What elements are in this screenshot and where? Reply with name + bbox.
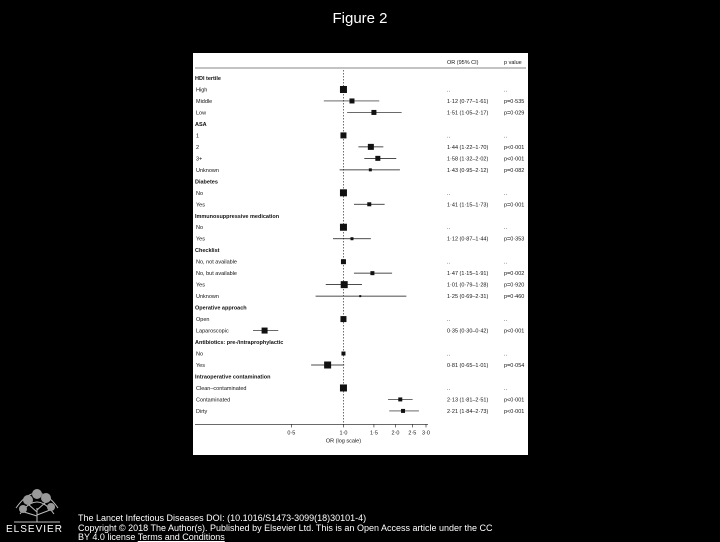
or-value-label: 0·35 (0·30–0·42) bbox=[447, 328, 489, 335]
or-point-marker bbox=[341, 259, 346, 264]
row-label: No, not available bbox=[196, 259, 237, 266]
or-value-label: 1·51 (1·05–2·17) bbox=[447, 110, 489, 117]
p-value-label: p=0·029 bbox=[504, 110, 525, 117]
slide-title: Figure 2 bbox=[332, 10, 388, 27]
row-label: 2 bbox=[196, 144, 200, 151]
or-value-label: .. bbox=[447, 133, 451, 140]
p-value-label: .. bbox=[504, 385, 508, 392]
or-point-marker bbox=[368, 144, 374, 150]
row-label: Unknown bbox=[196, 167, 219, 174]
or-value-label: 1·58 (1·32–2·02) bbox=[447, 156, 489, 163]
row-label: Middle bbox=[196, 98, 213, 105]
or-point-marker bbox=[370, 271, 374, 275]
p-value-label: p=0·001 bbox=[504, 202, 525, 209]
row-label: Yes bbox=[196, 202, 205, 209]
or-point-marker bbox=[350, 237, 353, 240]
or-value-label: .. bbox=[447, 317, 451, 324]
or-point-marker bbox=[340, 189, 347, 196]
or-value-label: 1·25 (0·69–2·31) bbox=[447, 294, 489, 301]
terms-link[interactable]: Terms and Conditions bbox=[137, 532, 225, 542]
citation-license bbox=[78, 532, 225, 542]
or-point-marker bbox=[340, 132, 346, 138]
x-tick-label: 1·0 bbox=[339, 430, 348, 437]
p-value-label: p<0·001 bbox=[504, 144, 525, 151]
group-header-label: Antibiotics: pre-/intraprophylactic bbox=[195, 340, 284, 347]
or-value-label: .. bbox=[447, 385, 451, 392]
x-tick-label: 2·0 bbox=[391, 430, 400, 437]
p-value-label: p=0·535 bbox=[504, 98, 525, 105]
or-point-marker bbox=[371, 110, 376, 115]
or-point-marker bbox=[324, 362, 331, 369]
group-header-label: ASA bbox=[195, 121, 207, 128]
forest-plot-panel bbox=[193, 53, 528, 455]
forest-plot bbox=[193, 53, 528, 455]
or-point-marker bbox=[401, 409, 405, 413]
or-value-label: 1·41 (1·15–1·73) bbox=[447, 202, 489, 209]
row-label: Open bbox=[196, 317, 210, 324]
or-value-label: 1·44 (1·22–1·70) bbox=[447, 144, 489, 151]
row-label: No, but available bbox=[196, 271, 237, 278]
p-value-label: p=0·460 bbox=[504, 294, 525, 301]
p-value-label: p<0·001 bbox=[504, 156, 525, 163]
or-point-marker bbox=[375, 156, 380, 161]
row-label: 3+ bbox=[196, 156, 203, 163]
or-value-label: 1·12 (0·87–1·44) bbox=[447, 236, 489, 243]
or-point-marker bbox=[262, 328, 268, 334]
group-header-label: Diabetes bbox=[195, 179, 218, 186]
p-value-label: .. bbox=[504, 87, 508, 94]
p-value-label: p<0·001 bbox=[504, 397, 525, 404]
p-value-label: .. bbox=[504, 317, 508, 324]
or-point-marker bbox=[340, 224, 347, 231]
x-tick-label: 3·0 bbox=[422, 430, 430, 437]
citation-block bbox=[78, 514, 718, 533]
or-value-label: .. bbox=[447, 351, 451, 358]
p-value-label: .. bbox=[504, 259, 508, 266]
x-axis-title: OR (log scale) bbox=[325, 438, 362, 445]
or-value-label: .. bbox=[447, 259, 451, 266]
or-point-marker bbox=[359, 295, 361, 297]
or-point-marker bbox=[340, 86, 347, 93]
or-value-label: .. bbox=[447, 190, 451, 197]
group-header-label: HDI tertile bbox=[195, 76, 221, 82]
p-value-label: p<0·001 bbox=[504, 328, 525, 335]
x-tick-label: 0·5 bbox=[287, 430, 296, 437]
or-point-marker bbox=[341, 281, 348, 288]
or-point-marker bbox=[398, 397, 402, 401]
or-value-label: 1·43 (0·95–2·12) bbox=[447, 167, 489, 174]
or-value-label: 2·21 (1·84–2·73) bbox=[447, 408, 489, 415]
or-point-marker bbox=[340, 384, 347, 391]
or-value-label: 0·81 (0·65–1·01) bbox=[447, 363, 489, 369]
row-label: Laparoscopic bbox=[196, 328, 229, 335]
or-value-label: 1·12 (0·77–1·61) bbox=[447, 98, 489, 105]
elsevier-wordmark: ELSEVIER bbox=[6, 524, 63, 535]
p-value-label: .. bbox=[504, 225, 508, 232]
or-point-marker bbox=[367, 202, 371, 206]
row-label: Dirty bbox=[196, 408, 208, 415]
row-label: Low bbox=[196, 110, 207, 117]
row-label: 1 bbox=[196, 133, 200, 140]
or-value-label: .. bbox=[447, 87, 451, 94]
row-label: No bbox=[196, 351, 204, 358]
or-value-label: 2·13 (1·81–2·51) bbox=[447, 397, 489, 404]
row-label: No bbox=[196, 190, 204, 197]
or-column-header: OR (95% CI) bbox=[447, 60, 479, 66]
row-label: Yes bbox=[196, 363, 205, 369]
group-header-label: Operative approach bbox=[195, 305, 247, 312]
or-point-marker bbox=[341, 352, 345, 356]
or-point-marker bbox=[369, 168, 372, 171]
group-header-label: Checklist bbox=[195, 248, 220, 255]
p-value-label: p=0·054 bbox=[504, 363, 525, 369]
p-value-label: .. bbox=[504, 351, 508, 358]
p-value-label: p=0·002 bbox=[504, 271, 525, 278]
or-point-marker bbox=[349, 98, 354, 103]
row-label: High bbox=[196, 87, 208, 94]
row-label: Yes bbox=[196, 282, 205, 289]
row-label: Unknown bbox=[196, 294, 219, 301]
x-tick-label: 1·5 bbox=[369, 430, 378, 437]
row-label: Clean–contaminated bbox=[196, 385, 247, 392]
x-tick-label: 2·5 bbox=[408, 430, 417, 437]
p-value-label: p=0·353 bbox=[504, 236, 525, 243]
p-value-label: p=0·920 bbox=[504, 282, 525, 289]
or-value-label: .. bbox=[447, 225, 451, 232]
p-value-label: .. bbox=[504, 190, 508, 197]
row-label: No bbox=[196, 225, 204, 232]
p-column-header: p value bbox=[504, 60, 522, 66]
citation-copyright: Copyright © 2018 The Author(s). Published by Elsevier Ltd. This is an Open Access article under the CC bbox=[78, 522, 493, 533]
p-value-label: p=0·082 bbox=[504, 167, 525, 174]
row-label: Contaminated bbox=[196, 397, 231, 404]
group-header-label: Intraoperative contamination bbox=[195, 374, 271, 381]
p-value-label: .. bbox=[504, 133, 508, 140]
or-value-label: 1·01 (0·79–1·28) bbox=[447, 282, 489, 289]
license-text: BY 4.0 license bbox=[78, 532, 136, 542]
row-label: Yes bbox=[196, 236, 205, 243]
or-value-label: 1·47 (1·15–1·91) bbox=[447, 271, 489, 278]
citation-doi: The Lancet Infectious Diseases DOI: (10.1016/S1473-3099(18)30101-4) bbox=[78, 513, 367, 523]
or-point-marker bbox=[340, 316, 346, 322]
p-value-label: p<0·001 bbox=[504, 408, 525, 415]
group-header-label: Immunosuppressive medication bbox=[195, 213, 280, 220]
